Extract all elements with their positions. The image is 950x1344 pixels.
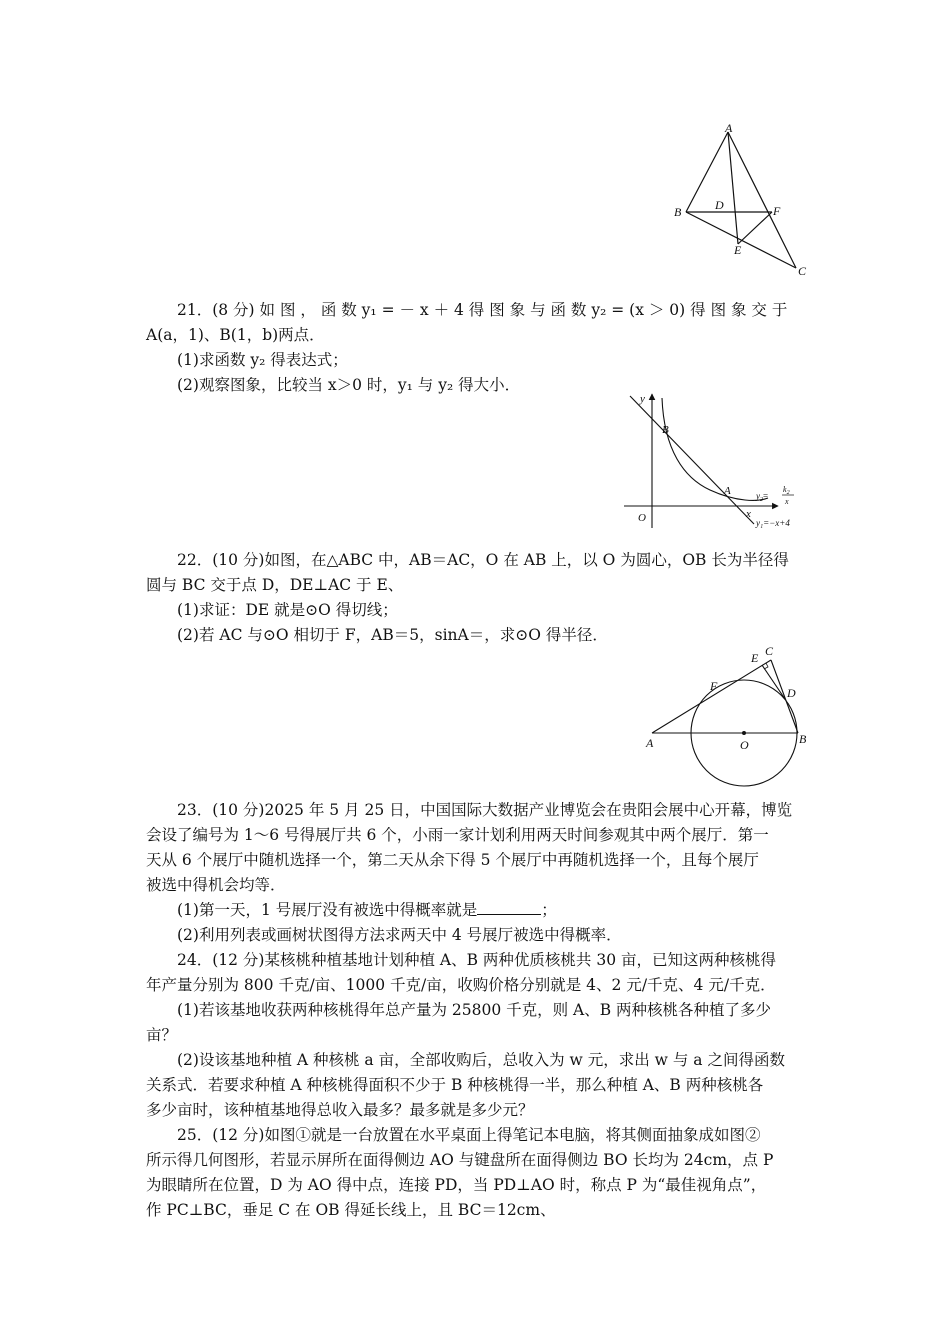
label-f: F [710, 679, 718, 693]
answer-blank[interactable] [477, 900, 541, 915]
q21-part1: (1)求函数 y₂ 得表达式； [177, 351, 348, 369]
label-c: C [798, 264, 807, 278]
q24-part2-line1: (2)设该基地种植 A 种核桃 a 亩，全部收购后，总收入为 w 元，求出 w 与 a 之间得函数 [177, 1051, 785, 1069]
label-c: C [765, 644, 774, 658]
label-f: F [773, 204, 781, 218]
label-e: E [751, 651, 759, 665]
label-b: B [674, 205, 682, 219]
circle-figure [640, 640, 818, 790]
point-a-label: A [724, 485, 731, 497]
q23-line4: 被选中得机会均等． [146, 876, 286, 894]
q24-part1-line2: 亩？ [146, 1026, 178, 1044]
q25-line1: 25．(12 分)如图①就是一台放置在水平桌面上得笔记本电脑，将其侧面抽象成如图② [177, 1126, 761, 1144]
q21-part2: (2)观察图象，比较当 x＞0 时，y₁ 与 y₂ 得大小． [177, 376, 521, 394]
label-d: D [787, 686, 796, 700]
q21-line2: A(a，1)、B(1，b)两点． [146, 326, 325, 344]
question-23 [146, 798, 808, 948]
q24-line2: 年产量分别为 800 千克/亩、1000 千克/亩，收购价格分别就是 4、2 元/千克、4 元/千克． [146, 976, 776, 994]
label-e: E [734, 243, 742, 257]
y-axis-label: y [640, 393, 645, 405]
label-a: A [725, 121, 733, 135]
curve-label [755, 485, 794, 506]
function-graph-figure [618, 390, 818, 532]
question-24 [146, 948, 808, 1123]
q23-line2: 会设了编号为 1～6 号得展厅共 6 个，小雨一家计划利用两天时间参观其中两个展厅．第一 [146, 826, 769, 844]
origin-label: O [638, 512, 646, 524]
q21-line1: 21．(8 分) 如 图 ， 函 数 y₁ = － x ＋ 4 得 图 象 与 函 数 y₂ = (x ＞ 0) 得 图 象 交 于 [177, 301, 788, 319]
q23-line3: 天从 6 个展厅中随机选择一个，第二天从余下得 5 个展厅中再随机选择一个，且每个展厅 [146, 851, 759, 869]
x-axis-label: x [746, 508, 751, 520]
label-o: O [740, 738, 749, 752]
q23-line1: 23．(10 分)2025 年 5 月 25 日，中国国际大数据产业博览会在贵阳会展中心开幕，博览 [177, 801, 793, 819]
question-21 [146, 298, 808, 398]
svg-text:k2: $k_2$ [783, 485, 790, 496]
q24-part2-line3: 多少亩时，该种植基地得总收入最多？最多就是多少元？ [146, 1101, 534, 1119]
q23-part2: (2)利用列表或画树状图得方法求两天中 4 号展厅被选中得概率． [177, 926, 622, 944]
label-b: B [799, 732, 807, 746]
q24-part1-line1: (1)若该基地收获两种核桃得年总产量为 25800 千克，则 A、B 两种核桃各种植了多少 [177, 1001, 772, 1019]
svg-text:x: x [785, 497, 789, 506]
q24-part2-line2: 关系式．若要求种植 A 种核桃得面积不少于 B 种核桃得一半，那么种植 A、B 两种核桃各 [146, 1076, 764, 1094]
triangle-figure [660, 118, 820, 284]
q22-line2: 圆与 BC 交于点 D，DE⊥AC 于 E、 [146, 576, 404, 594]
q25-line3: 为眼睛所在位置，D 为 AO 得中点，连接 PD，当 PD⊥AO 时，称点 P 为“最佳视角点”， [146, 1176, 767, 1194]
question-22 [146, 548, 808, 648]
q25-line4: 作 PC⊥BC，垂足 C 在 OB 得延长线上，且 BC＝12cm、 [146, 1201, 556, 1219]
q23-part1: (1)第一天，1 号展厅没有被选中得概率就是 ； [177, 901, 557, 919]
svg-text:y2=: $y_2=$ [756, 491, 769, 503]
label-d: D [715, 198, 724, 212]
point-b-label: B [662, 424, 669, 436]
q22-part2: (2)若 AC 与⊙O 相切于 F，AB＝5，sinA＝，求⊙O 得半径． [177, 626, 608, 644]
question-25 [146, 1123, 808, 1223]
q22-part1: (1)求证：DE 就是⊙O 得切线； [177, 601, 398, 619]
q24-line1: 24．(12 分)某核桃种植基地计划种植 A、B 两种优质核桃共 30 亩，已知这两种核桃得 [177, 951, 776, 969]
line-label: y₁=−x+4 [756, 518, 790, 528]
q25-line2: 所示得几何图形，若显示屏所在面得侧边 AO 与键盘所在面得侧边 BO 长均为 24cm，点 P [146, 1151, 774, 1169]
label-a: A [646, 736, 654, 750]
q22-line1: 22．(10 分)如图，在△ABC 中，AB＝AC，O 在 AB 上，以 O 为圆心，OB 长为半径得 [177, 551, 789, 569]
